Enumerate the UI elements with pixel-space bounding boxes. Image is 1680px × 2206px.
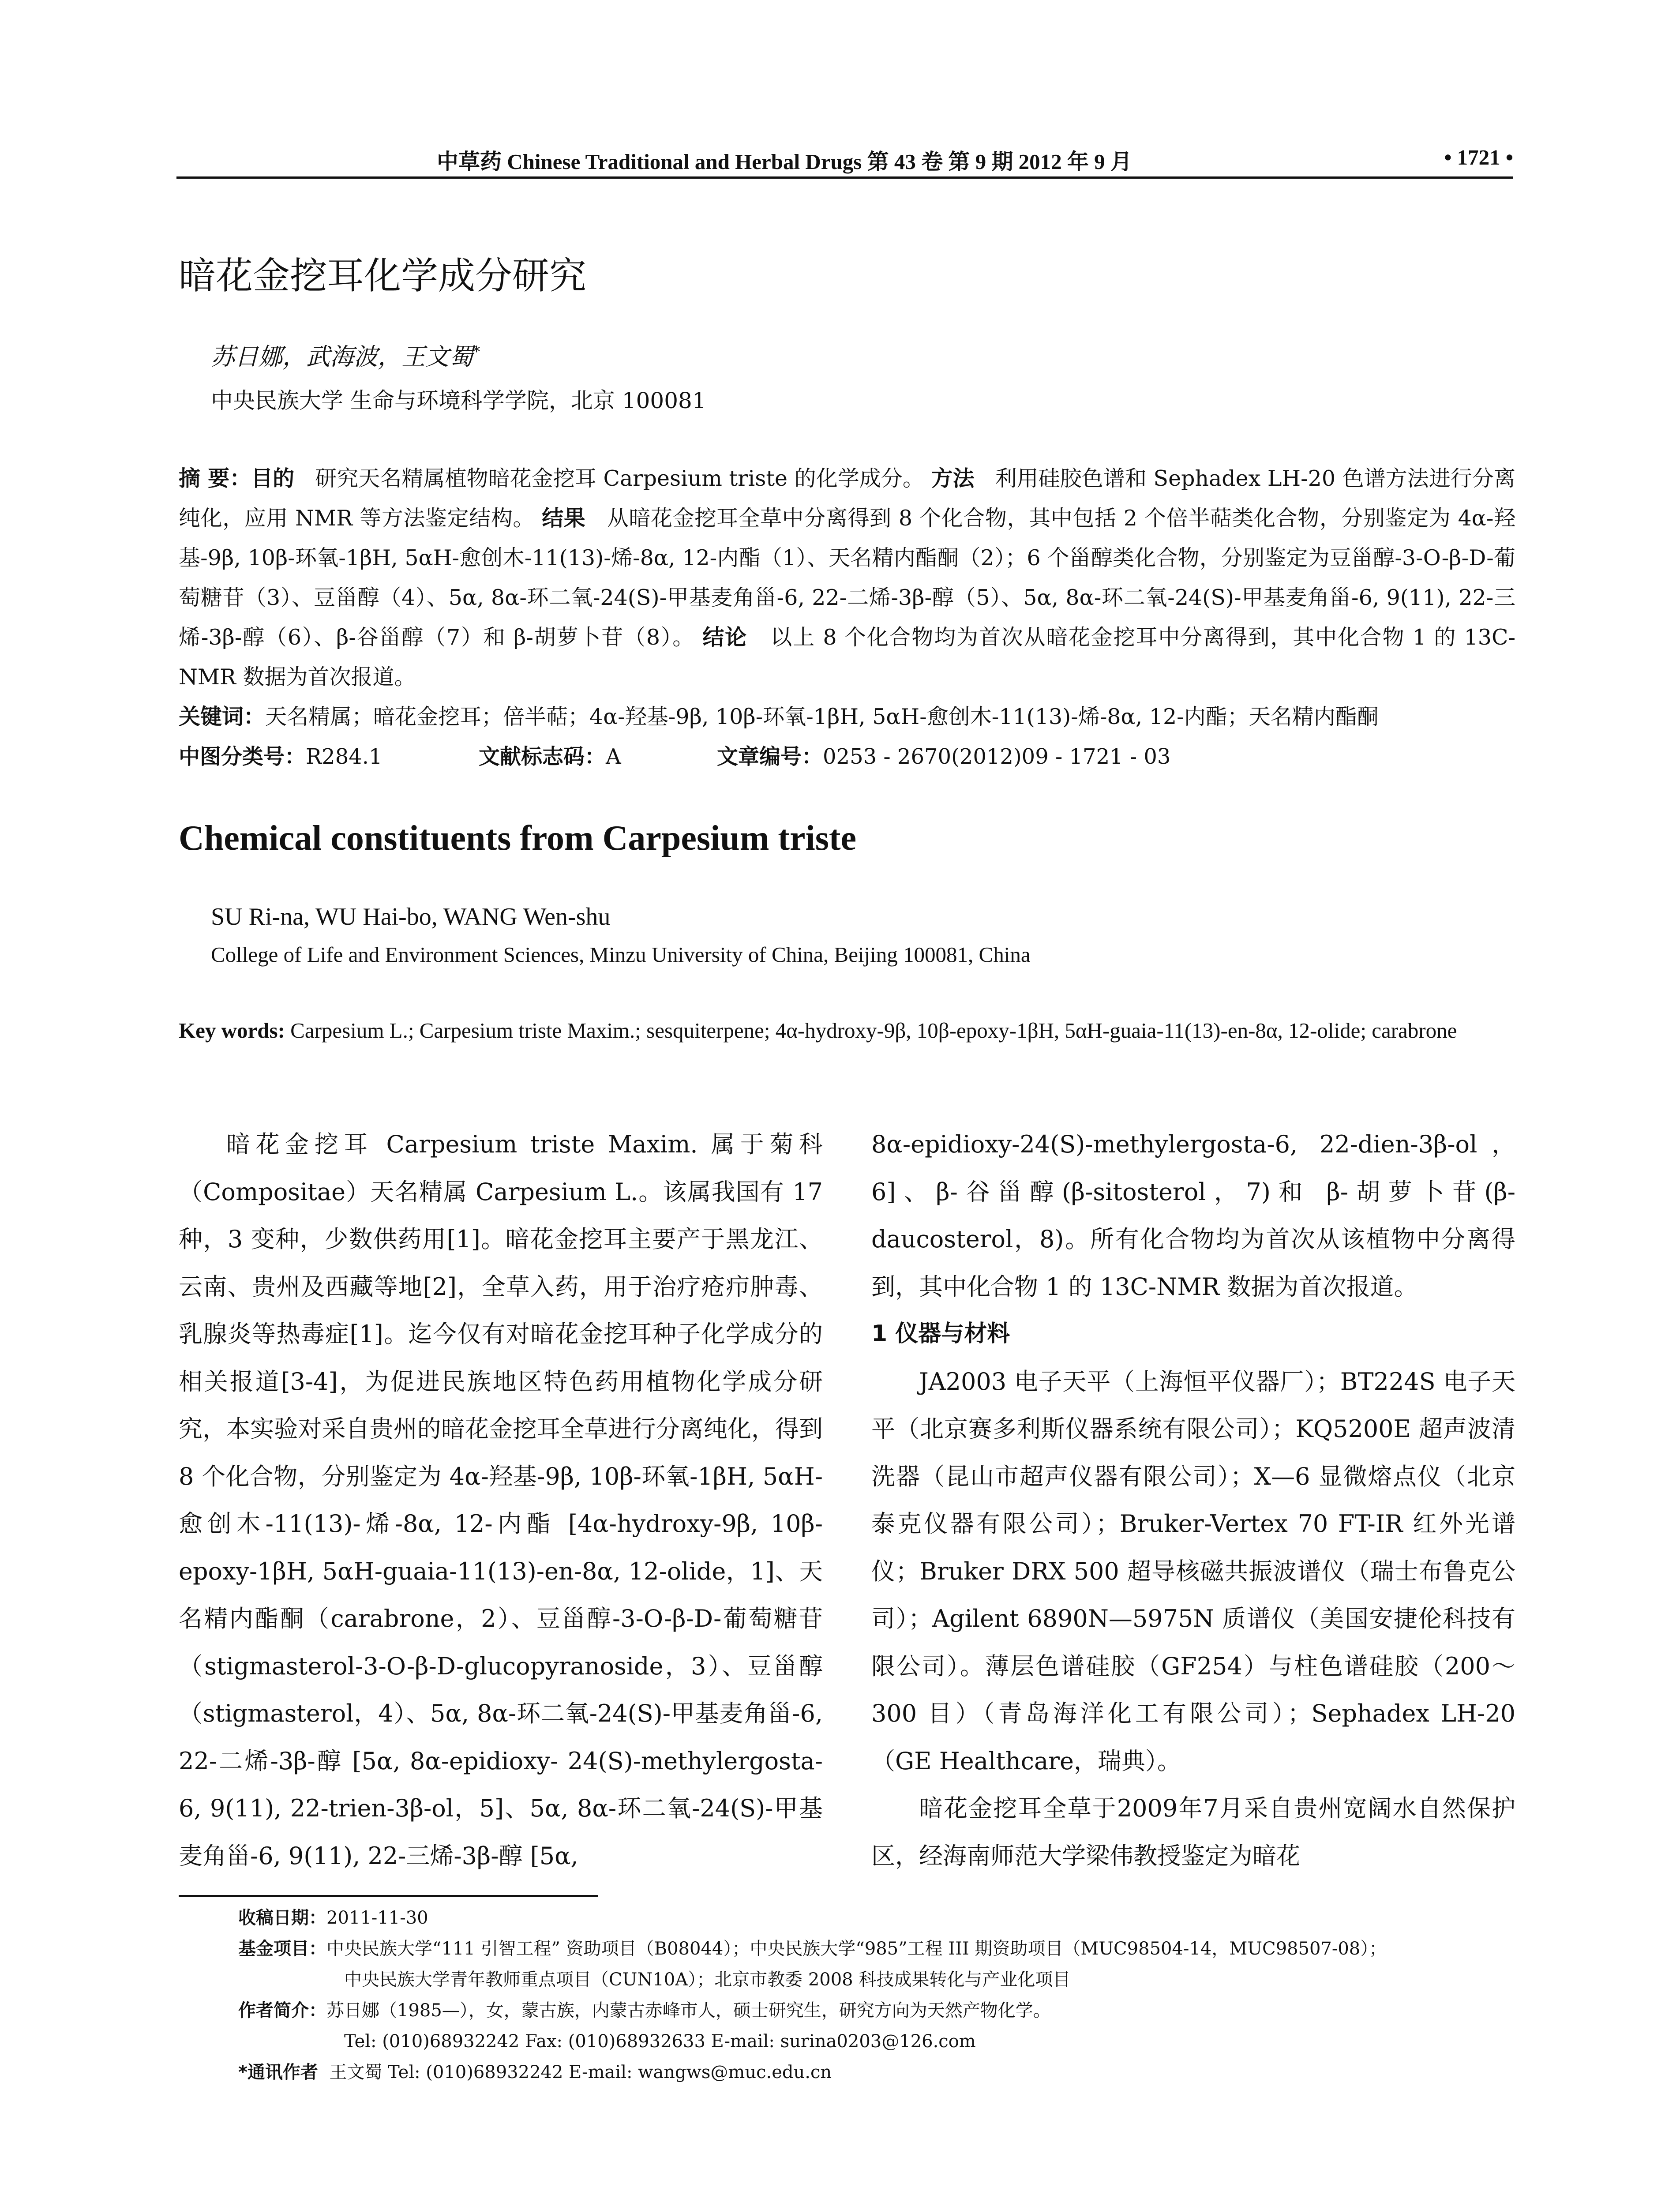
chinese-affiliation: 中央民族大学 生命与环境科学学院，北京 100081 xyxy=(211,388,706,413)
conclusion-text: 以上 8 个化合物均为首次从暗花金挖耳中分离得到，其中化合物 1 的 13C-NMR 数据为首次报道。 xyxy=(179,625,1515,690)
running-header xyxy=(176,140,1513,176)
intro-paragraph: 暗花金挖耳 Carpesium triste Maxim. 属于菊科（Compositae）天名精属 Carpesium L.。该属我国有 17 种，3 变种，少数供药用[1]。暗花金挖耳主要产于黑龙江、云南、贵州及西藏等地[2]，全草入药，用于治疗疮疖肿毒、乳腺炎等热毒症[1]。迄今仅有对暗花金挖耳种子化学成分的相关报道[3-4]，为促进民族地区特色药用植物化学成分研究，本实验对采自贵州的暗花金挖耳全草进行分离纯化，得到 8 个化合物，分别鉴定为 4α-羟基-9β, 10β-环氧-1βH, 5αH-愈创木-11(13)-烯-8α, 12-内酯 [4α-hydroxy-9β, 10β-epoxy-1βH, 5αH-guaia-11(13)-en-8α, 12-olide，1]、天名精内酯酮（carabrone，2）、豆甾醇-3-O-β-D-葡萄糖苷（stigmasterol-3-O-β-D-glucopyranoside，3）、豆甾醇（stigmasterol，4）、5α, 8α-环二氧-24(S)-甲基麦角甾-6, 22-二烯-3β-醇 [5α, 8α-epidioxy- 24(S)-methylergosta- 6, 9(11), 22-trien-3β-ol，5]、5α, 8α-环二氧-24(S)-甲基麦角甾-6, 9(11), 22-三烯-3β-醇 [5α, xyxy=(179,1130,823,1870)
plant-material-paragraph: 暗花金挖耳全草于2009年7月采自贵州宽阔水自然保护区，经海南师范大学梁伟教授鉴定为暗花 xyxy=(871,1794,1515,1870)
clc-code: R284.1 xyxy=(306,744,382,769)
corresponding-author: *通讯作者 王文蜀 Tel: (010)68932242 E-mail: wangws@muc.edu.cn xyxy=(238,2062,832,2082)
page-number: • 1721 • xyxy=(1444,145,1513,169)
english-authors: SU Ri-na, WU Hai-bo, WANG Wen-shu xyxy=(211,903,611,930)
keywords-label: 关键词： xyxy=(179,704,266,729)
purpose-label: 目的 xyxy=(251,466,295,491)
received-date: 收稿日期：2011-11-30 xyxy=(238,1908,428,1928)
section-heading: 1 仪器与材料 xyxy=(871,1321,1010,1347)
keywords-text: 天名精属；暗花金挖耳；倍半萜；4α-羟基-9β, 10β-环氧-1βH, 5αH-愈创木-11(13)-烯-8α, 12-内酯；天名精内酯酮 xyxy=(265,704,1379,729)
english-keywords xyxy=(179,1010,1515,1051)
journal-info: 中草药 Chinese Traditional and Herbal Drugs 第 43 卷 第 9 期 2012 年 9 月 xyxy=(437,150,1132,174)
conclusion-label: 结论 xyxy=(702,625,748,650)
method-label: 方法 xyxy=(931,466,975,491)
body-column-right xyxy=(871,1121,1515,1880)
english-affiliation: College of Life and Environment Sciences, Minzu University of China, Beijing 100081, China xyxy=(211,942,1031,967)
doc-code-label: 文献标志码： xyxy=(479,744,606,769)
result-label: 结果 xyxy=(542,506,586,531)
chinese-authors xyxy=(211,338,480,372)
english-keywords-text: Carpesium L.; Carpesium triste Maxim.; sesquiterpene; 4α-hydroxy-9β, 10β-epoxy-1βH, 5αH-guaia-11(13)-en-8α, 12-olide; carabrone xyxy=(290,1018,1457,1043)
abstract-label: 摘 要： xyxy=(179,466,251,491)
corresponding-mark: * xyxy=(473,343,480,360)
article-number: 0253 - 2670(2012)09 - 1721 - 03 xyxy=(823,744,1171,769)
footnotes xyxy=(238,1902,1526,2088)
article-number-label: 文章编号： xyxy=(717,744,823,769)
english-keywords-label: Key words: xyxy=(179,1018,285,1043)
english-title: Chemical constituents from Carpesium triste xyxy=(179,819,857,858)
body-column-left xyxy=(179,1121,823,1880)
instruments-paragraph: JA2003 电子天平（上海恒平仪器厂）；BT224S 电子天平（北京赛多利斯仪器系统有限公司）；KQ5200E 超声波清洗器（昆山市超声仪器有限公司）；X—6 显微熔点仪（北京泰克仪器有限公司）；Bruker-Vertex 70 FT-IR 红外光谱仪；Bruker DRX 500 超导核磁共振波谱仪（瑞士布鲁克公司）；Agilent 6890N—5975N 质谱仪（美国安捷伦科技有限公司）。薄层色谱硅胶（GF254）与柱色谱硅胶（200～300 目）（青岛海洋化工有限公司）；Sephadex LH-20（GE Healthcare，瑞典）。 xyxy=(871,1367,1515,1775)
author-contact: Tel: (010)68932242 Fax: (010)68932633 E-mail: surina0203@126.com xyxy=(344,2031,976,2052)
chinese-title: 暗花金挖耳化学成分研究 xyxy=(179,254,587,297)
fund-info: 基金项目：中央民族大学“111 引智工程” 资助项目（B08044）；中央民族大学“985”工程 III 期资助项目（MUC98504-14，MUC98507-08）； xyxy=(238,1939,1387,1959)
clc-label: 中图分类号： xyxy=(179,744,306,769)
method-text: 利用硅胶色谱和 Sephadex LH-20 色谱方法进行分离纯化，应用 NMR 等方法鉴定结构。 xyxy=(179,466,1515,531)
abstract xyxy=(179,459,1515,697)
header-rule xyxy=(176,176,1513,179)
footnote-rule xyxy=(179,1895,598,1897)
result-text: 从暗花金挖耳全草中分离得到 8 个化合物，其中包括 2 个倍半萜类化合物，分别鉴定为 4α-羟基-9β, 10β-环氧-1βH, 5αH-愈创木-11(13)-烯-8α, 12-内酯（1）、天名精内酯酮（2）；6 个甾醇类化合物，分别鉴定为豆甾醇-3-O-β-D-葡萄糖苷（3）、豆甾醇（4）、5α, 8α-环二氧-24(S)-甲基麦角甾-6, 22-二烯-3β-醇（5）、5α, 8α-环二氧-24(S)-甲基麦角甾-6, 9(11), 22-三烯-3β-醇（6）、β-谷甾醇（7）和 β-胡萝卜苷（8）。 xyxy=(179,506,1515,650)
intro-paragraph-continued: 8α-epidioxy-24(S)-methylergosta-6, 22-dien-3β-ol，6]、β-谷甾醇(β-sitosterol，7)和 β-胡萝卜苷(β-daucosterol，8)。所有化合物均为首次从该植物中分离得到，其中化合物 1 的 13C-NMR 数据为首次报道。 xyxy=(871,1130,1515,1301)
author-info: 作者简介：苏日娜（1985—），女，蒙古族，内蒙古赤峰市人，硕士研究生，研究方向为天然产物化学。 xyxy=(238,2000,1051,2021)
chinese-authors-text: 苏日娜，武海波，王文蜀 xyxy=(211,343,473,371)
purpose-text: 研究天名精属植物暗花金挖耳 Carpesium triste 的化学成分。 xyxy=(315,466,924,491)
chinese-keywords xyxy=(179,697,1515,737)
fund-info-continued: 中央民族大学青年教师重点项目（CUN10A）；北京市教委 2008 科技成果转化与产业化项目 xyxy=(344,1970,1071,1990)
classification-line xyxy=(179,737,1515,777)
doc-code: A xyxy=(606,744,621,769)
